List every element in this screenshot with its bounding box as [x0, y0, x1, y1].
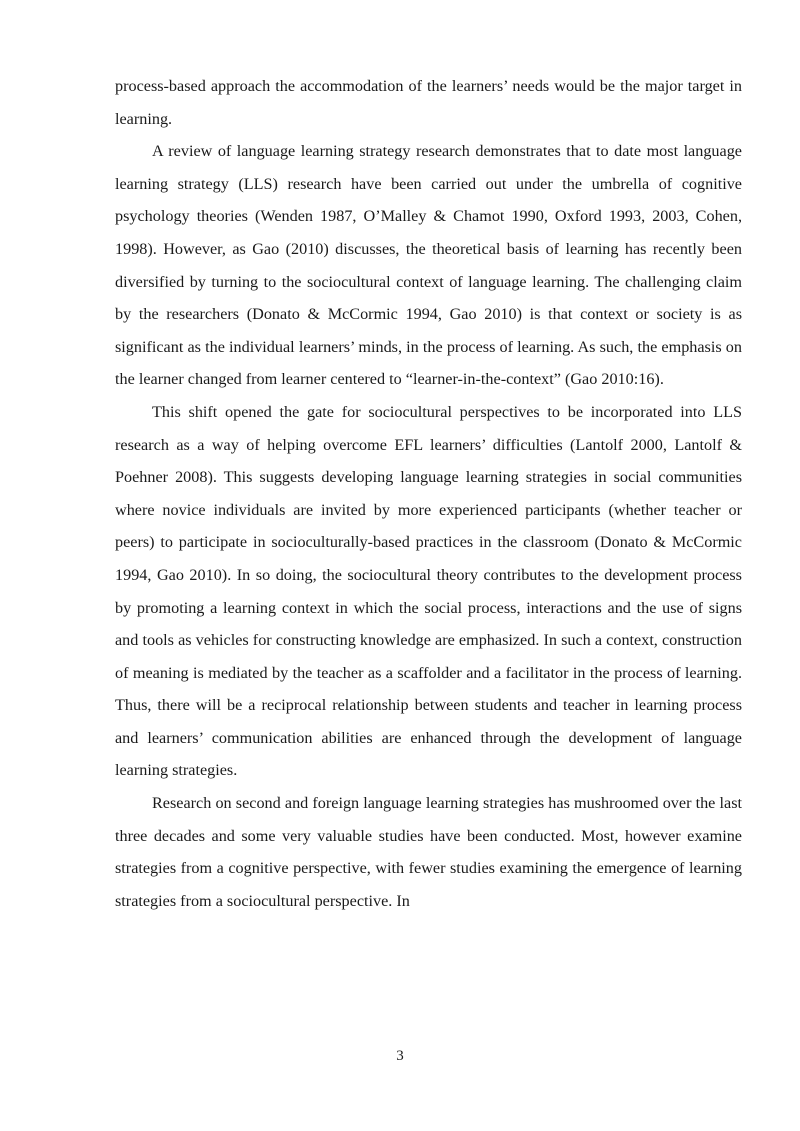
body-text: [115, 70, 742, 917]
page-number: 3: [396, 1048, 404, 1064]
paragraph-continuation: process-based approach the accommodation of the learners’ needs would be the major target in learning.: [115, 77, 742, 128]
paragraph-lls-review: A review of language learning strategy research demonstrates that to date most language learning strategy (LLS) research have been carried out under the umbrella of cognitive psychology theories (Wenden 1987, O’Malley & Chamot 1990, Oxford 1993, 2003, Cohen, 1998). However, as Gao (2010) discusses, the theoretical basis of learning has recently been diversified by turning to the sociocultural context of language learning. The challenging claim by the researchers (Donato & McCormic 1994, Gao 2010) is that context or society is as significant as the individual learners’ minds, in the process of learning. As such, the emphasis on the learner changed from learner centered to “learner-in-the-context” (Gao 2010:16).: [115, 142, 742, 389]
paragraph-sociocultural-shift: This shift opened the gate for sociocultural perspectives to be incorporated into LLS research as a way of helping overcome EFL learners’ difficulties (Lantolf 2000, Lantolf & Poehner 2008). This suggests developing language learning strategies in social communities where novice individuals are invited by more experienced participants (whether teacher or peers) to participate in socioculturally-based practices in the classroom (Donato & McCormic 1994, Gao 2010). In so doing, the sociocultural theory contributes to the development process by promoting a learning context in which the social process, interactions and the use of signs and tools as vehicles for constructing knowledge are emphasized. In such a context, construction of meaning is mediated by the teacher as a scaffolder and a facilitator in the process of learning. Thus, there will be a reciprocal relationship between students and teacher in learning process and learners’ communication abilities are enhanced through the development of language learning strategies.: [115, 402, 742, 780]
paragraph-research-overview: Research on second and foreign language learning strategies has mushroomed over the last three decades and some very valuable studies have been conducted. Most, however examine strategies from a cognitive perspective, with fewer studies examining the emergence of learning strategies from a sociocultural perspective. In: [115, 794, 742, 910]
